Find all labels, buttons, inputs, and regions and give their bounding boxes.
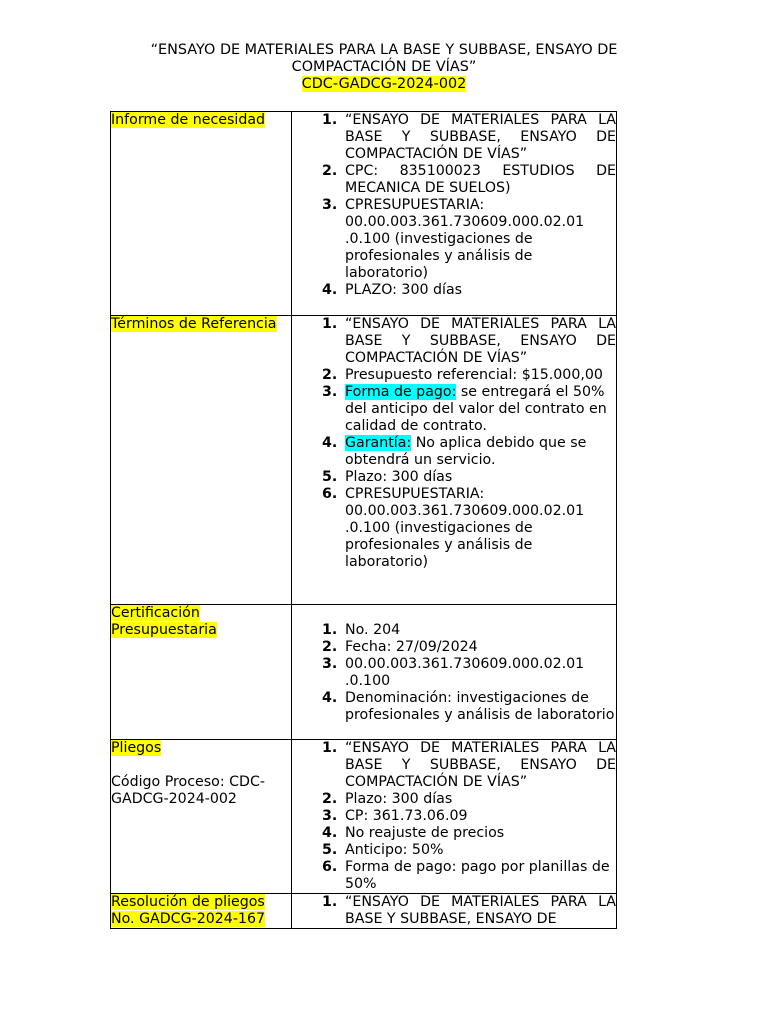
title-line-2: COMPACTACIÓN DE VÍAS” — [291, 59, 477, 75]
guarantee-label: Garantía: — [345, 435, 412, 451]
row-label-informe: Informe de necesidad — [111, 112, 266, 128]
list-item: 2. CPC: 835100023 ESTUDIOS DE MECANICA DE SUELOS) — [322, 163, 616, 196]
terminos-list — [292, 316, 616, 571]
table-row — [111, 894, 617, 929]
certificacion-list — [292, 622, 616, 724]
row-label-cell — [111, 112, 292, 316]
list-item: 5. Anticipo: 50% — [322, 842, 444, 858]
process-table — [110, 111, 617, 929]
list-item: 6. CPRESUPUESTARIA: 00.00.003.361.730609.000.02.01 .0.100 (investigaciones de profesionales y análisis de laboratorio) — [322, 486, 585, 570]
payment-form-label: Forma de pago: — [345, 384, 457, 400]
list-item: 2. Presupuesto referencial: $15.000,00 — [322, 367, 603, 383]
list-item: 3. CPRESUPUESTARIA: 00.00.003.361.730609.000.02.01 .0.100 (investigaciones de profesionales y análisis de laboratorio) — [322, 197, 585, 281]
row-content-cell — [292, 605, 617, 740]
row-content-cell — [292, 894, 617, 929]
row-label-resolucion: Resolución de pliegos No. GADCG-2024-167 — [111, 894, 266, 927]
list-item: 4. Denominación: investigaciones de profesionales y análisis de laboratorio — [322, 690, 615, 723]
list-item: 2. Fecha: 27/09/2024 — [322, 639, 478, 655]
title-line-1: “ENSAYO DE MATERIALES PARA LA BASE Y SUBBASE, ENSAYO DE — [150, 42, 618, 58]
list-item: 3. Forma de pago: se entregará el 50% del anticipo del valor del contrato en calidad de contrato. — [322, 384, 607, 434]
list-item: 1. “ENSAYO DE MATERIALES PARA LA BASE Y SUBBASE, ENSAYO DE — [322, 894, 616, 927]
row-content-cell — [292, 740, 617, 894]
table-row — [111, 605, 617, 740]
row-content-cell — [292, 112, 617, 316]
list-item: 1. “ENSAYO DE MATERIALES PARA LA BASE Y SUBBASE, ENSAYO DE COMPACTACIÓN DE VÍAS” — [322, 112, 616, 162]
list-item: 4. No reajuste de precios — [322, 825, 505, 841]
row-label-terminos: Términos de Referencia — [111, 316, 277, 332]
table-row — [111, 740, 617, 894]
process-code-label: Código Proceso: CDC-GADCG-2024-002 — [111, 774, 265, 807]
row-label-pliegos: Pliegos — [111, 740, 162, 756]
resolucion-list — [292, 894, 616, 928]
list-item: 5. Plazo: 300 días — [322, 469, 453, 485]
document-title — [110, 42, 658, 93]
list-item: 2. Plazo: 300 días — [322, 791, 453, 807]
list-item: 1. “ENSAYO DE MATERIALES PARA LA BASE Y SUBBASE, ENSAYO DE COMPACTACIÓN DE VÍAS” — [322, 316, 616, 366]
row-label-cell — [111, 605, 292, 740]
list-item: 4. PLAZO: 300 días — [322, 282, 463, 298]
row-content-cell — [292, 316, 617, 605]
table-row — [111, 112, 617, 316]
list-item: 3. CP: 361.73.06.09 — [322, 808, 468, 824]
row-label-cell — [111, 894, 292, 929]
process-code: CDC-GADCG-2024-002 — [301, 76, 467, 92]
list-item: 3. 00.00.003.361.730609.000.02.01 .0.100 — [322, 656, 585, 689]
table-row — [111, 316, 617, 605]
row-label-certificacion: Certificación Presupuestaria — [111, 605, 217, 638]
list-item: 4. Garantía: No aplica debido que se obtendrá un servicio. — [322, 435, 587, 468]
row-label-cell — [111, 740, 292, 894]
row-label-cell — [111, 316, 292, 605]
informe-list — [292, 112, 616, 299]
list-item: 1. No. 204 — [322, 622, 401, 638]
list-item: 6. Forma de pago: pago por planillas de 50% — [322, 859, 610, 892]
pliegos-list — [292, 740, 616, 893]
list-item: 1. “ENSAYO DE MATERIALES PARA LA BASE Y SUBBASE, ENSAYO DE COMPACTACIÓN DE VÍAS” — [322, 740, 616, 790]
